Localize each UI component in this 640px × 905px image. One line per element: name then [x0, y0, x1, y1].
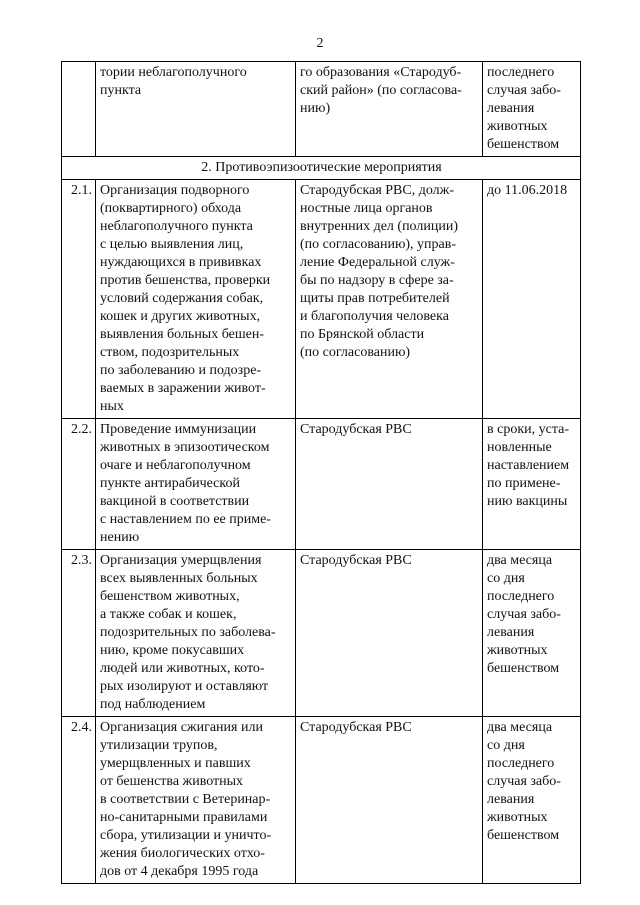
cell-term: до 11.06.2018	[483, 180, 581, 419]
cell-term: два месяца со дня последнего случая забо- левания животных бешенством	[483, 717, 581, 884]
cell-term: в сроки, уста- новленные наставлением по примене- нию вакцины	[483, 419, 581, 550]
cell-executor: Стародубская РВС	[296, 419, 483, 550]
cell-activity: Организация умерщвления всех выявленных больных бешенством животных, а также собак и кошек, подозрительных по заболева- нию, кроме покусавших людей или животных, кото- рых изолируют и оставляют под наблюдением	[96, 550, 296, 717]
cell-num	[62, 62, 96, 157]
cell-activity: Организация сжигания или утилизации трупов, умерщвленных и павших от бешенства животных в соответствии с Ветеринар- но-санитарными правилами сбора, утилизации и уничто- жения биологических отхо- дов от 4 декабря 1995 года	[96, 717, 296, 884]
table-row	[62, 550, 581, 717]
cell-num: 2.1.	[62, 180, 96, 419]
table-row	[62, 419, 581, 550]
table-row	[62, 717, 581, 884]
cell-activity: тории неблагополучного пункта	[96, 62, 296, 157]
measures-table	[61, 61, 581, 884]
cell-term: последнего случая забо- левания животных бешенством	[483, 62, 581, 157]
cell-executor: Стародубская РВС	[296, 717, 483, 884]
section-header-row	[62, 157, 581, 180]
cell-num: 2.4.	[62, 717, 96, 884]
cell-executor: го образования «Стародуб- ский район» (по согласова- нию)	[296, 62, 483, 157]
page-number: 2	[316, 36, 324, 51]
cell-activity: Организация подворного (поквартирного) обхода неблагополучного пункта с целью выявления лиц, нуждающихся в прививках против бешенства, проверки условий содержания собак, кошек и других животных, выявления больных бешен- ством, подозрительных по заболеванию и подозре- ваемых в заражении живот- ных	[96, 180, 296, 419]
section-title: 2. Противоэпизоотические мероприятия	[62, 157, 581, 180]
cell-num: 2.2.	[62, 419, 96, 550]
cell-executor: Стародубская РВС	[296, 550, 483, 717]
table-row	[62, 180, 581, 419]
cell-num: 2.3.	[62, 550, 96, 717]
cell-term: два месяца со дня последнего случая забо- левания животных бешенством	[483, 550, 581, 717]
cell-executor: Стародубская РВС, долж- ностные лица органов внутренних дел (полиции) (по согласованию), управ- ление Федеральной служ- бы по надзору в сфере за- щиты прав потребителей и благополучия человека по Брянской области (по согласованию)	[296, 180, 483, 419]
cell-activity: Проведение иммунизации животных в эпизоотическом очаге и неблагополучном пункте антирабической вакциной в соответствии с наставлением по ее приме- нению	[96, 419, 296, 550]
table-row-continued	[62, 62, 581, 157]
